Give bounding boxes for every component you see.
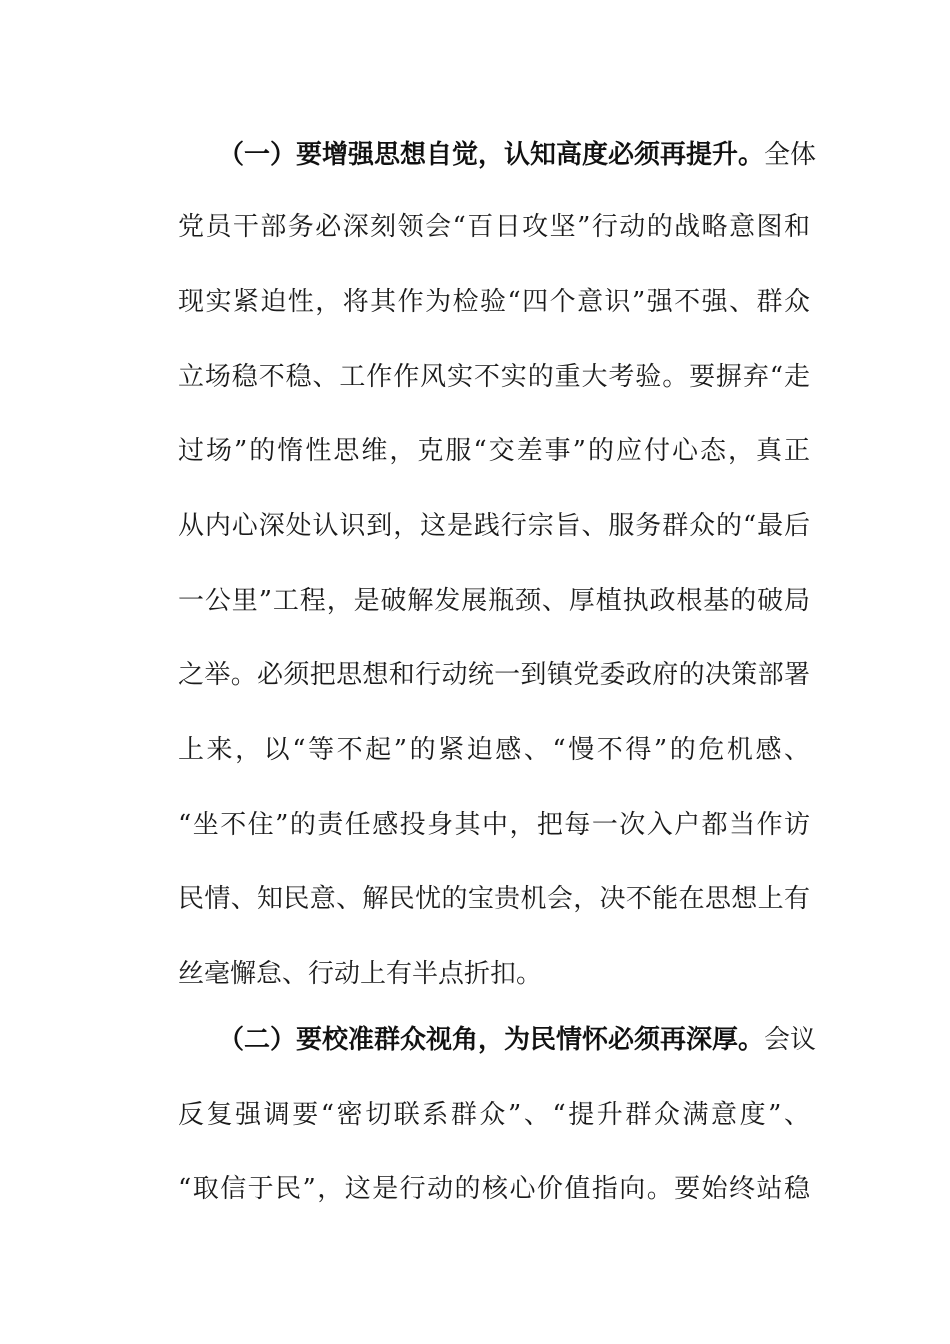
paragraph-1-line-8: 之举。必须把思想和行动统一到镇党委政府的决策部署 — [178, 660, 810, 690]
paragraph-1-line-11: 民情、知民意、解民忧的宝贵机会，决不能在思想上有 — [178, 884, 810, 914]
paragraph-1-line-1 — [178, 135, 817, 175]
section-2-heading: （二）要校准群众视角，为民情怀必须再深厚。 — [218, 1025, 765, 1055]
paragraph-1-line-2: 党员干部务必深刻领会“百日攻坚”行动的战略意图和 — [178, 212, 810, 242]
paragraph-2-line-1 — [178, 1020, 817, 1060]
paragraph-1-line-10: “坐不住”的责任感投身其中，把每一次入户都当作访 — [178, 810, 810, 840]
paragraph-2-line-3: “取信于民”，这是行动的核心价值指向。要始终站稳 — [178, 1174, 810, 1204]
paragraph-1-text: 全体 — [764, 140, 817, 170]
paragraph-1-line-5: 过场”的惰性思维，克服“交差事”的应付心态，真正 — [178, 436, 810, 466]
paragraph-1-line-4: 立场稳不稳、工作作风实不实的重大考验。要摒弃“走 — [178, 362, 810, 392]
section-1-heading: （一）要增强思想自觉，认知高度必须再提升。 — [218, 140, 765, 170]
paragraph-2-line-2: 反复强调要“密切联系群众”、“提升群众满意度”、 — [178, 1100, 810, 1130]
paragraph-1-line-9: 上来，以“等不起”的紧迫感、“慢不得”的危机感、 — [178, 735, 810, 765]
paragraph-2-text: 会议 — [764, 1025, 817, 1055]
paragraph-1-line-6: 从内心深处认识到，这是践行宗旨、服务群众的“最后 — [178, 511, 810, 541]
paragraph-1-line-3: 现实紧迫性，将其作为检验“四个意识”强不强、群众 — [178, 287, 810, 317]
paragraph-1-line-7: 一公里”工程，是破解发展瓶颈、厚植执政根基的破局 — [178, 586, 810, 616]
paragraph-1-line-12: 丝毫懈怠、行动上有半点折扣。 — [178, 959, 543, 989]
